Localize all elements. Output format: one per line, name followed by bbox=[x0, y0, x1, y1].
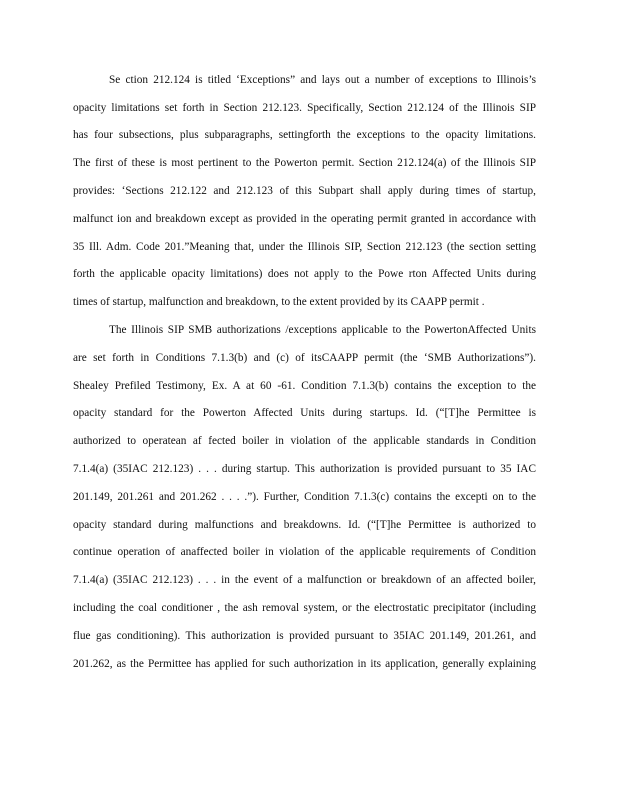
text-line: are set forth in Conditions 7.1.3(b) and (c) of itsCAAPP permit (the ‘SMB Authorizations”). bbox=[73, 352, 536, 364]
text-line: malfunct ion and breakdown except as provided in the operating permit granted in accordance with bbox=[73, 213, 536, 225]
text-line: opacity standard during malfunctions and breakdowns. Id. (“[T]he Permittee is authorized to bbox=[73, 519, 536, 531]
text-line: authorized to operatean af fected boiler in violation of the applicable standards in Condition bbox=[73, 435, 536, 447]
text-line: 35 Ill. Adm. Code 201.”Meaning that, under the Illinois SIP, Section 212.123 (the section setting bbox=[73, 241, 536, 253]
text-line: 7.1.4(a) (35IAC 212.123) . . . during startup. This authorization is provided pursuant to 35 IAC bbox=[73, 463, 536, 475]
text-line: including the coal conditioner , the ash removal system, or the electrostatic precipitator (including bbox=[73, 602, 536, 614]
text-line: opacity limitations set forth in Section 212.123. Specifically, Section 212.124 of the Illinois SIP bbox=[73, 102, 536, 114]
text-line: 201.262, as the Permittee has applied for such authorization in its application, generally explaining bbox=[73, 658, 536, 670]
text-line: 7.1.4(a) (35IAC 212.123) . . . in the event of a malfunction or breakdown of an affected boiler, bbox=[73, 574, 536, 586]
text-line: 201.149, 201.261 and 201.262 . . . .”). Further, Condition 7.1.3(c) contains the excepti on to the bbox=[73, 491, 536, 503]
text-line: times of startup, malfunction and breakdown, to the extent provided by its CAAPP permit . bbox=[73, 296, 485, 308]
text-line: opacity standard for the Powerton Affected Units during startups. Id. (“[T]he Permittee is bbox=[73, 407, 536, 419]
text-line: flue gas conditioning). This authorization is provided pursuant to 35IAC 201.149, 201.261, and bbox=[73, 630, 536, 642]
text-line: forth the applicable opacity limitations) does not apply to the Powe rton Affected Units during bbox=[73, 268, 536, 280]
text-line: The first of these is most pertinent to the Powerton permit. Section 212.124(a) of the Illinois SIP bbox=[73, 157, 536, 169]
text-line: The Illinois SIP SMB authorizations /exceptions applicable to the PowertonAffected Units bbox=[109, 324, 536, 336]
text-line: continue operation of anaffected boiler in violation of the applicable requirements of Condition bbox=[73, 546, 536, 558]
text-line: Shealey Prefiled Testimony, Ex. A at 60 -61. Condition 7.1.3(b) contains the exception to the bbox=[73, 380, 536, 392]
text-line: Se ction 212.124 is titled ‘Exceptions” and lays out a number of exceptions to Illinois’s bbox=[109, 74, 536, 86]
text-line: provides: ‘Sections 212.122 and 212.123 of this Subpart shall apply during times of startup, bbox=[73, 185, 536, 197]
text-line: has four subsections, plus subparagraphs, settingforth the exceptions to the opacity limitations. bbox=[73, 129, 536, 141]
